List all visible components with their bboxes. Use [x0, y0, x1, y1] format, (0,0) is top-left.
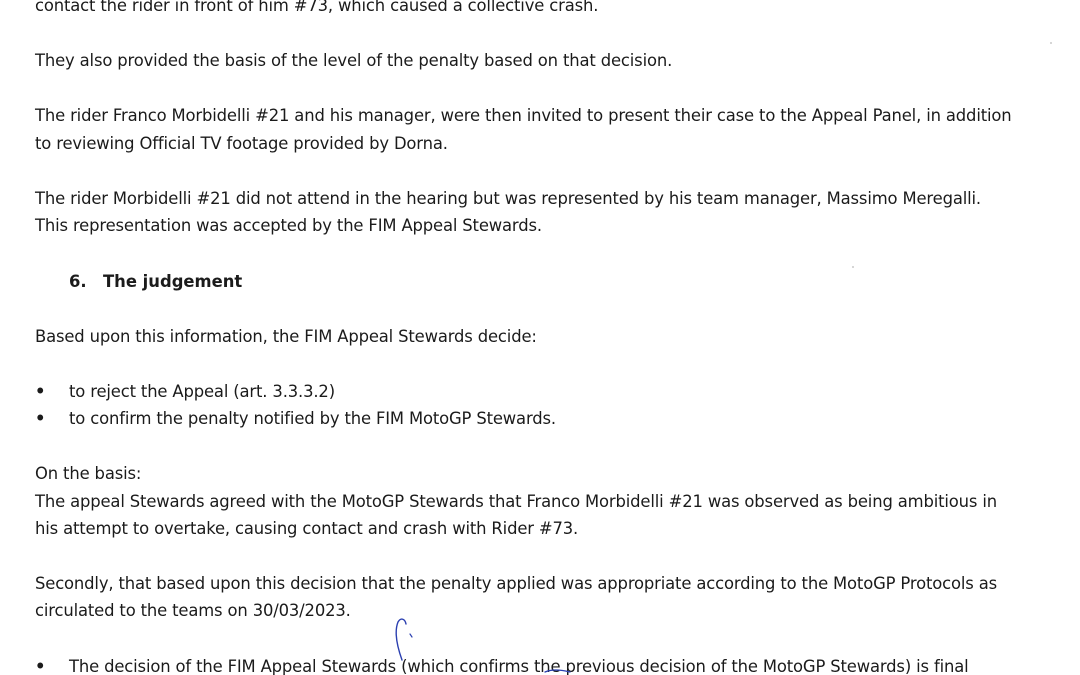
paragraph-invitation-line-2: to reviewing Official TV footage provided by Dorna.	[35, 134, 448, 153]
section-heading	[69, 268, 242, 295]
final-decision-text: The decision of the FIM Appeal Stewards (which confirms the previous decision of the MotoGP Stewards) is final	[69, 657, 969, 675]
paragraph-basis-line-2: his attempt to overtake, causing contact and crash with Rider #73.	[35, 519, 579, 538]
scan-speck	[1050, 42, 1052, 44]
paragraph-basis-label: On the basis:	[35, 464, 142, 483]
section-number: 6.	[69, 272, 87, 291]
paragraph-secondly-line-1: Secondly, that based upon this decision that the penalty applied was appropriate according to the MotoGP Protocols as	[35, 574, 998, 593]
final-decision-item	[35, 653, 969, 675]
paragraph-penalty-basis: They also provided the basis of the level of the penalty based on that decision.	[35, 51, 673, 70]
bullet-marker: •	[35, 657, 46, 675]
decision-list-item	[35, 378, 335, 405]
decision-list-item	[35, 405, 556, 432]
bullet-marker: •	[35, 382, 46, 401]
decision-text: to reject the Appeal (art. 3.3.3.2)	[69, 382, 335, 401]
paragraph-decide-intro: Based upon this information, the FIM Appeal Stewards decide:	[35, 327, 537, 346]
bullet-marker: •	[35, 409, 46, 428]
pen-stroke-dot	[410, 634, 412, 637]
section-title: The judgement	[103, 272, 243, 291]
paragraph-representation-line-2: This representation was accepted by the FIM Appeal Stewards.	[35, 216, 542, 235]
paragraph-basis-line-1: The appeal Stewards agreed with the MotoGP Stewards that Franco Morbidelli #21 was observed as being ambitious in	[35, 492, 998, 511]
paragraph-invitation-line-1: The rider Franco Morbidelli #21 and his manager, were then invited to present their case to the Appeal Panel, in addition	[35, 106, 1012, 125]
paragraph-secondly-line-2: circulated to the teams on 30/03/2023.	[35, 601, 351, 620]
paragraph-representation-line-1: The rider Morbidelli #21 did not attend in the hearing but was represented by his team manager, Massimo Meregalli.	[35, 189, 981, 208]
scan-speck	[852, 266, 854, 268]
decision-text: to confirm the penalty notified by the FIM MotoGP Stewards.	[69, 409, 556, 428]
top-fragment-line: contact the rider in front of him #73, which caused a collective crash.	[35, 0, 599, 15]
